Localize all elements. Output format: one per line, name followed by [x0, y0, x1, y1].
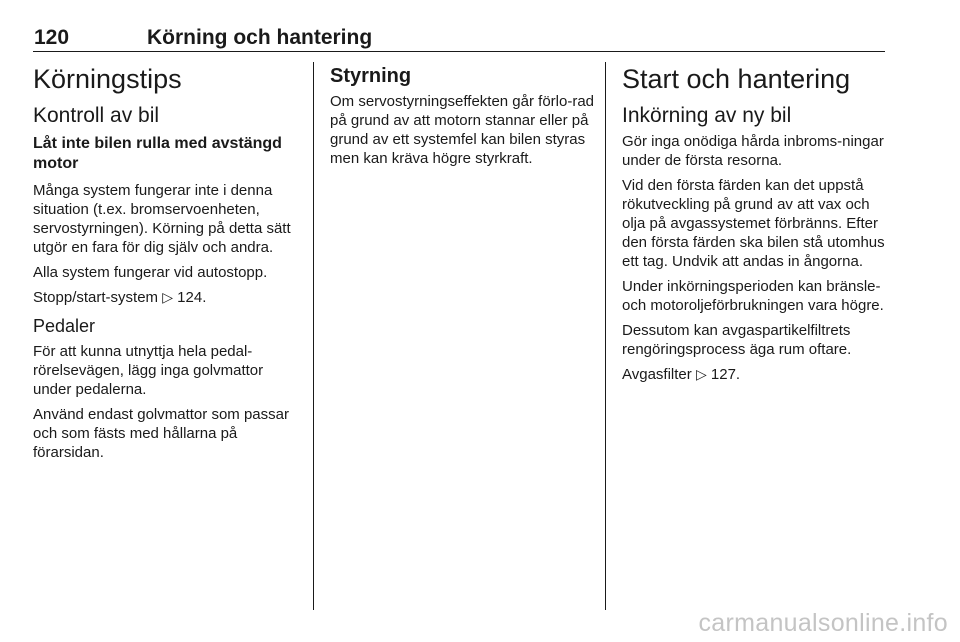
heading-rolling: Låt inte bilen rulla med avstängd motor — [33, 135, 282, 172]
page-header — [33, 27, 885, 52]
paragraph: Dessutom kan avgaspartikelfiltrets rengöringsprocess äga rum oftare. — [622, 322, 852, 358]
paragraph: Alla system fungerar vid autostopp. — [33, 264, 268, 281]
subchapter-title: Kontroll av bil — [33, 104, 160, 127]
reference-page-link[interactable]: 124. — [177, 289, 207, 306]
reference-text: Avgasfilter — [622, 366, 692, 383]
section-title: Körning och hantering — [147, 26, 373, 49]
column-divider-left — [313, 62, 314, 610]
heading-steering: Styrning — [330, 65, 412, 87]
heading-pedals: Pedaler — [33, 316, 96, 336]
page-number: 120 — [34, 26, 70, 49]
paragraph: Vid den första färden kan det uppstå rökutveckling på grund av att vax och olja på avgassystemet förbränns. Efter den första färden ska bilen stå utomhus ett tag. Undvik att andas in ångorna. — [622, 177, 885, 270]
reference-text: Stopp/start-system — [33, 289, 159, 306]
chapter-title: Körningstips — [33, 64, 182, 94]
reference-paragraph — [33, 288, 301, 307]
reference-page-link[interactable]: 127. — [710, 366, 741, 383]
watermark: carmanualsonline.info — [698, 609, 948, 637]
paragraph: Under inkörningsperioden kan bränsle- och motoroljeförbrukningen vara högre. — [622, 278, 884, 314]
subchapter-title: Inkörning av ny bil — [622, 104, 792, 127]
column-1 — [33, 64, 301, 468]
page-reference-arrow-icon: ▷ — [162, 289, 173, 305]
page-reference-arrow-icon: ▷ — [695, 366, 707, 382]
paragraph: Använd endast golvmattor som passar och som fästs med hållarna på förarsidan. — [33, 406, 289, 461]
reference-paragraph — [622, 365, 890, 384]
column-3 — [622, 64, 890, 390]
paragraph: Om servostyrningseffekten går förlo-rad på grund av att motorn stannar eller på grund av ett systemfel kan bilen styras men kan kräva högre styrkraft. — [330, 93, 595, 167]
column-divider-right — [605, 62, 606, 610]
paragraph: Gör inga onödiga hårda inbroms-ningar under de första resorna. — [622, 133, 884, 169]
paragraph: För att kunna utnyttja hela pedal-rörelsevägen, lägg inga golvmattor under pedalerna. — [33, 343, 264, 398]
paragraph: Många system fungerar inte i denna situation (t.ex. bromservoenheten, servostyrningen). Körning på detta sätt utgör en fara för dig själv och andra. — [33, 182, 291, 256]
column-2 — [330, 64, 598, 174]
chapter-title: Start och hantering — [622, 64, 851, 94]
